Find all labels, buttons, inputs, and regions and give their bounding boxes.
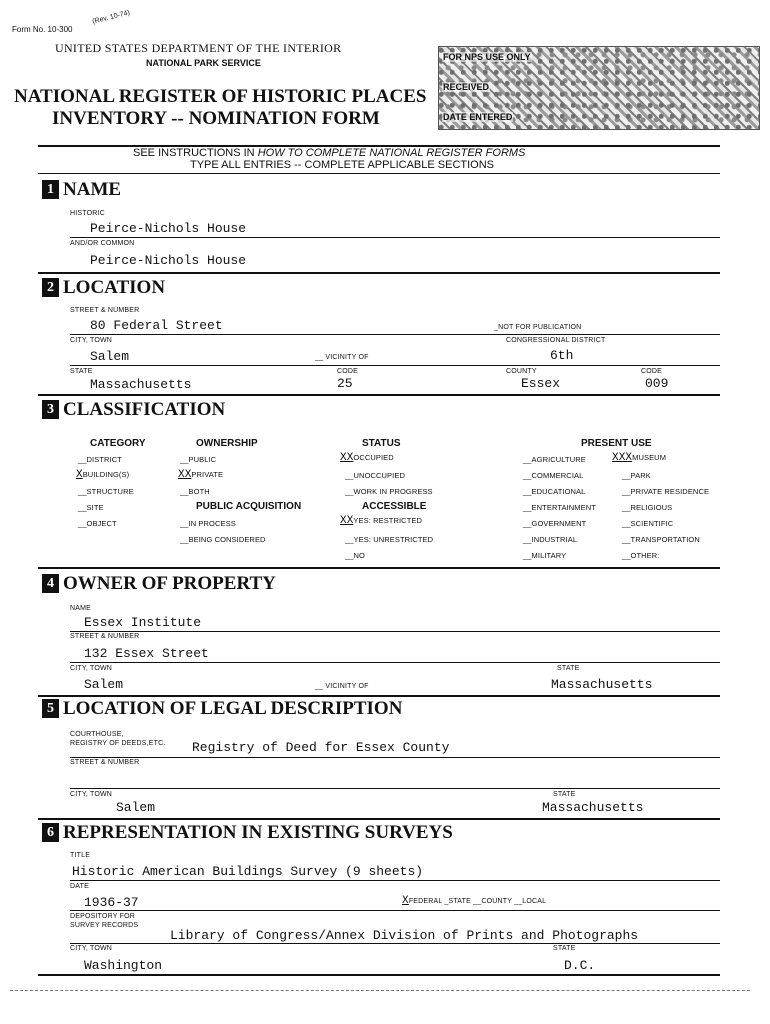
not-for-publication-option[interactable]: _NOT FOR PUBLICATION [494,324,582,331]
historic-name-field[interactable]: Peirce-Nichols House [90,221,247,236]
section-number: 5 [42,699,59,718]
divider [70,757,720,758]
survey-state-field[interactable]: D.C. [564,958,596,973]
ownership-private[interactable]: XXPRIVATE [178,469,224,481]
owner-street-field[interactable]: 132 Essex Street [84,646,209,661]
category-building[interactable]: XBUILDING(S) [76,469,130,481]
divider [38,567,720,569]
public-acquisition-heading: PUBLIC ACQUISITION [196,501,302,512]
section-title-surveys: REPRESENTATION IN EXISTING SURVEYS [63,822,453,843]
survey-date-field[interactable]: 1936-37 [84,895,139,910]
legal-state-label: STATE [553,791,576,798]
county-label: COUNTY [506,368,537,375]
received-label: RECEIVED [443,82,490,92]
section-number: 1 [42,180,59,199]
divider [70,662,720,663]
survey-date-label: DATE [70,883,89,890]
page-edge-mark [10,990,750,991]
owner-name-label: NAME [70,605,92,612]
divider [70,880,720,881]
section-title-owner: OWNER OF PROPERTY [63,573,276,594]
use-religious[interactable]: __RELIGIOUS [622,503,673,512]
owner-street-label: STREET & NUMBER [70,633,140,640]
divider [38,173,720,174]
county-field[interactable]: Essex [521,376,561,391]
acquisition-being-considered[interactable]: __BEING CONSIDERED [180,535,266,544]
congressional-district-field[interactable]: 6th [550,348,574,363]
status-work-in-progress[interactable]: __WORK IN PROGRESS [345,487,433,496]
use-museum[interactable]: XXXMUSEUM [612,452,667,464]
use-agriculture[interactable]: __AGRICULTURE [523,455,586,464]
divider [70,237,720,238]
form-title-line1: NATIONAL REGISTER OF HISTORIC PLACES [14,86,427,107]
nps-use-only-box [438,46,760,130]
revision-date: (Rev. 10-74) [91,9,131,26]
legal-city-field[interactable]: Salem [116,800,156,815]
section-title-legal-description: LOCATION OF LEGAL DESCRIPTION [63,698,403,719]
category-heading: CATEGORY [90,438,146,449]
present-use-heading: PRESENT USE [581,438,652,449]
owner-state-field[interactable]: Massachusetts [551,677,653,692]
use-private-residence[interactable]: __PRIVATE RESIDENCE [622,487,710,496]
survey-state-label: STATE [553,945,576,952]
divider [70,365,720,366]
divider [70,788,720,789]
divider [70,631,720,632]
date-entered-label: DATE ENTERED [443,112,513,122]
county-code-label: CODE [641,368,663,375]
accessible-heading: ACCESSIBLE [362,501,427,512]
use-government[interactable]: __GOVERNMENT [523,519,587,528]
owner-city-field[interactable]: Salem [84,677,124,692]
category-site[interactable]: __SITE [78,503,104,512]
category-district[interactable]: __DISTRICT [78,455,122,464]
service-name: NATIONAL PARK SERVICE [146,58,261,68]
ownership-heading: OWNERSHIP [196,438,258,449]
instructions-line1: SEE INSTRUCTIONS IN HOW TO COMPLETE NATIONAL REGISTER FORMS [133,147,526,159]
use-transportation[interactable]: __TRANSPORTATION [622,535,700,544]
accessible-unrestricted[interactable]: __YES: UNRESTRICTED [345,535,434,544]
common-name-field[interactable]: Peirce-Nichols House [90,253,247,268]
use-other[interactable]: __OTHER: [622,551,660,560]
legal-street-label: STREET & NUMBER [70,759,140,766]
county-code-field[interactable]: 009 [645,376,669,391]
divider [38,974,720,976]
ownership-public[interactable]: __PUBLIC [180,455,217,464]
section-title-classification: CLASSIFICATION [63,399,226,420]
survey-city-field[interactable]: Washington [84,958,163,973]
survey-title-field[interactable]: Historic American Buildings Survey (9 sheets) [72,864,424,879]
survey-title-label: TITLE [70,852,91,859]
courthouse-label: COURTHOUSE, [70,731,124,738]
form-title-line2: INVENTORY -- NOMINATION FORM [52,108,380,129]
use-commercial[interactable]: __COMMERCIAL [523,471,584,480]
survey-level-options[interactable]: XFEDERAL _STATE __COUNTY __LOCAL [402,895,547,907]
acquisition-in-process[interactable]: __IN PROCESS [180,519,236,528]
use-park[interactable]: __PARK [622,471,651,480]
street-field[interactable]: 80 Federal Street [90,318,223,333]
accessible-restricted[interactable]: XXYES: RESTRICTED [340,515,422,527]
depository-label: DEPOSITORY FOR [70,913,136,920]
use-industrial[interactable]: __INDUSTRIAL [523,535,578,544]
legal-state-field[interactable]: Massachusetts [542,800,644,815]
city-label: CITY, TOWN [70,337,113,344]
divider [38,394,720,396]
form-number: Form No. 10-300 [12,25,73,34]
ownership-both[interactable]: __BOTH [180,487,210,496]
use-educational[interactable]: __EDUCATIONAL [523,487,586,496]
status-unoccupied[interactable]: __UNOCCUPIED [345,471,405,480]
section-title-name: NAME [63,179,122,200]
historic-label: HISTORIC [70,210,105,217]
section-number: 3 [42,400,59,419]
legal-city-label: CITY, TOWN [70,791,113,798]
use-military[interactable]: __MILITARY [523,551,567,560]
state-field[interactable]: Massachusetts [90,377,192,392]
vicinity-option[interactable]: __ VICINITY OF [315,354,369,361]
instructions-line2: TYPE ALL ENTRIES -- COMPLETE APPLICABLE SECTIONS [190,159,495,171]
courthouse-field[interactable]: Registry of Deed for Essex County [192,740,450,755]
use-scientific[interactable]: __SCIENTIFIC [622,519,674,528]
city-field[interactable]: Salem [90,349,130,364]
survey-city-label: CITY, TOWN [70,945,113,952]
section-number: 4 [42,574,59,593]
status-occupied[interactable]: XXOCCUPIED [340,452,394,464]
survey-records-label: SURVEY RECORDS [70,922,139,929]
state-label: STATE [70,368,93,375]
divider [38,695,720,697]
category-structure[interactable]: __STRUCTURE [78,487,134,496]
accessible-no[interactable]: __NO [345,551,365,560]
section-number: 2 [42,278,59,297]
state-code-field[interactable]: 25 [337,376,353,391]
section-title-location: LOCATION [63,277,166,298]
use-entertainment[interactable]: __ENTERTAINMENT [523,503,596,512]
street-label: STREET & NUMBER [70,307,140,314]
registry-label: REGISTRY OF DEEDS,ETC. [70,740,166,747]
divider [70,910,720,911]
divider [38,818,720,820]
code-label: CODE [337,368,359,375]
owner-vicinity-option[interactable]: __ VICINITY OF [315,683,369,690]
common-name-label: AND/OR COMMON [70,240,135,247]
department-name: UNITED STATES DEPARTMENT OF THE INTERIOR [55,41,342,55]
nps-use-only-label: FOR NPS USE ONLY [443,52,531,62]
depository-field[interactable]: Library of Congress/Annex Division of Prints and Photographs [170,928,639,943]
category-object[interactable]: __OBJECT [78,519,117,528]
owner-name-field[interactable]: Essex Institute [84,615,202,630]
divider [70,334,720,335]
owner-state-label: STATE [557,665,580,672]
divider [38,272,720,274]
congressional-district-label: CONGRESSIONAL DISTRICT [506,337,606,344]
owner-city-label: CITY, TOWN [70,665,113,672]
divider [70,943,720,944]
section-number: 6 [42,823,59,842]
status-heading: STATUS [362,438,401,449]
